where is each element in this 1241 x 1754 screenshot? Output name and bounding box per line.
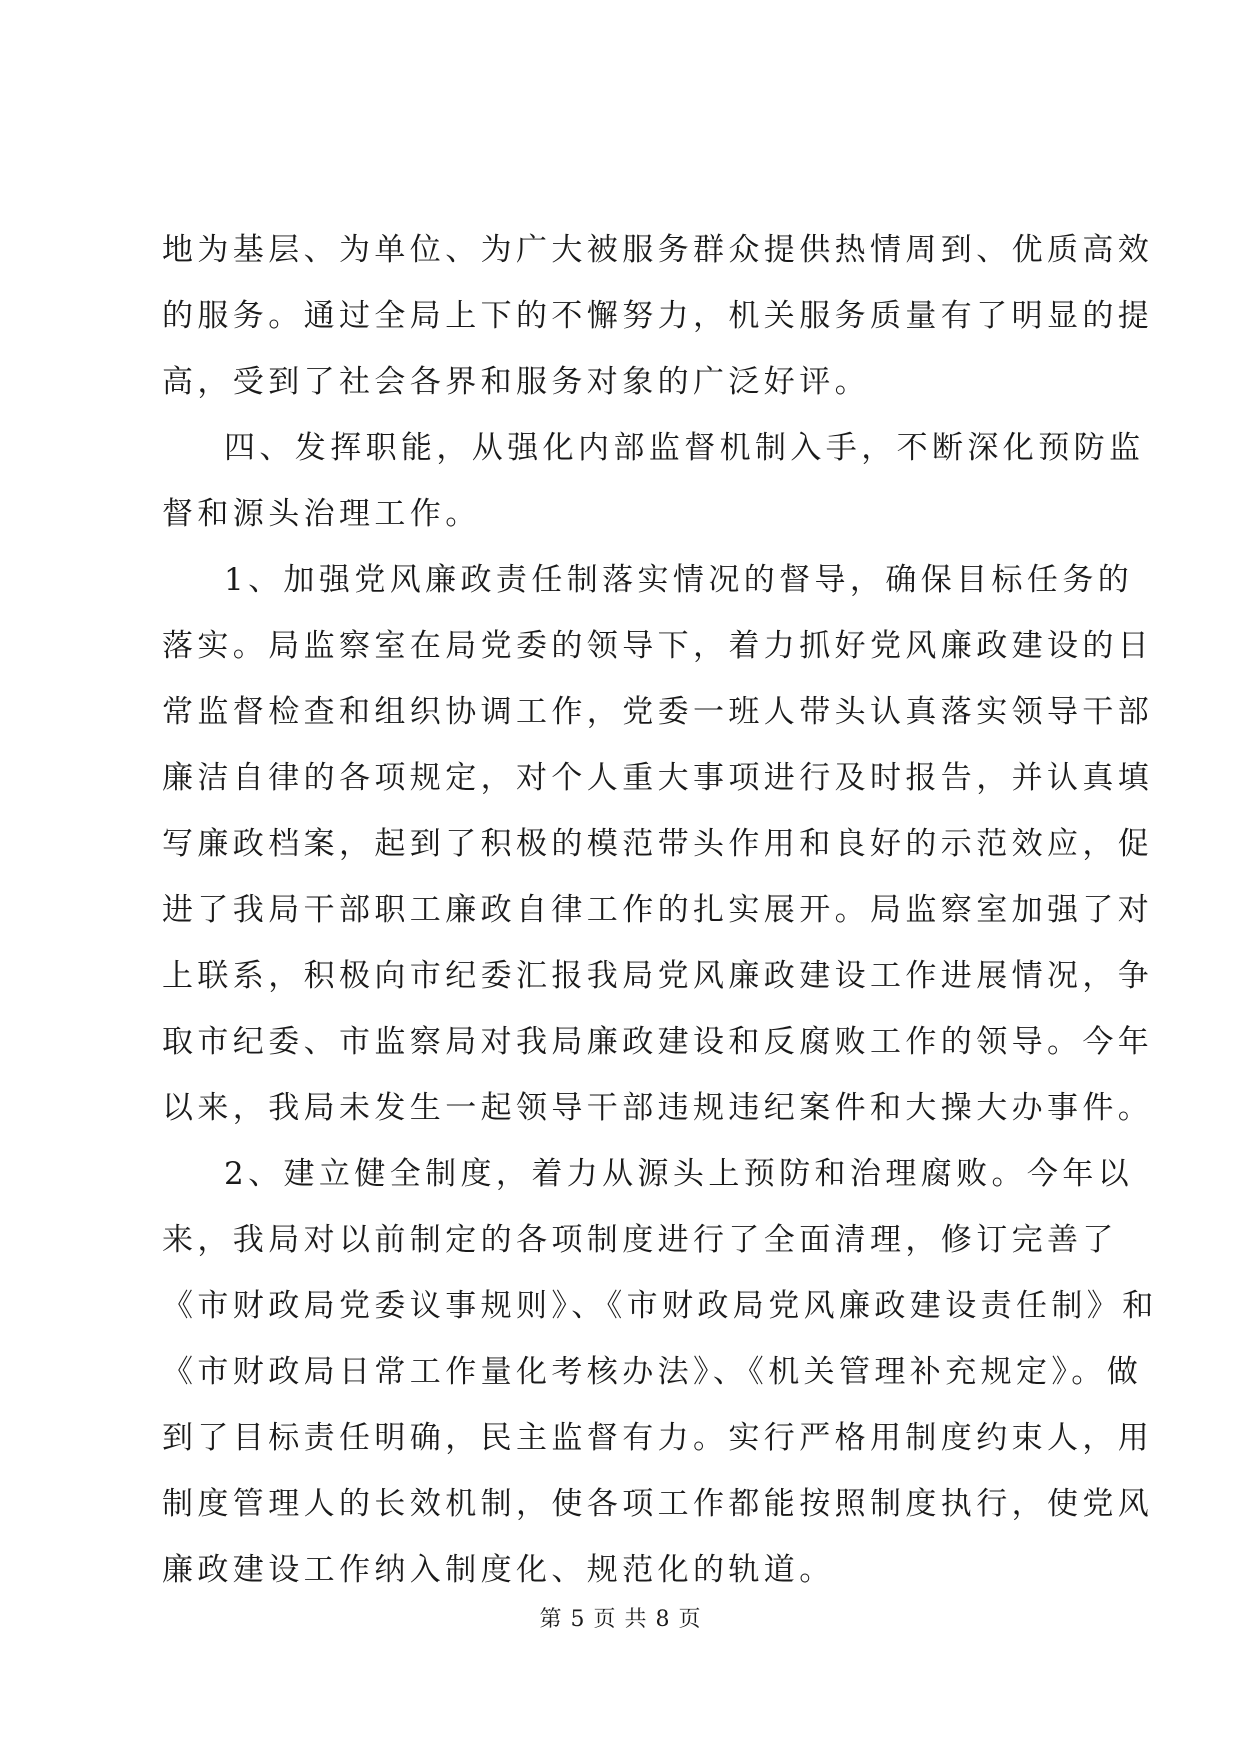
text-line: 以来，我局未发生一起领导干部违规违纪案件和大操大办事件。 [162,1090,1154,1126]
text-line: 1、加强党风廉政责任制落实情况的督导，确保目标任务的 [224,562,1134,598]
section-heading-line: 四、发挥职能，从强化内部监督机制入手，不断深化预防监 [224,430,1145,466]
text-line: 廉政建设工作纳入制度化、规范化的轨道。 [162,1552,835,1588]
text-line: 2、建立健全制度，着力从源头上预防和治理腐败。今年以 [224,1156,1134,1192]
section-heading-line: 督和源头治理工作。 [162,496,481,532]
text-line: 高，受到了社会各界和服务对象的广泛好评。 [162,364,870,400]
text-line: 取市纪委、市监察局对我局廉政建设和反腐败工作的领导。今年 [162,1024,1154,1060]
text-line: 的服务。通过全局上下的不懈努力，机关服务质量有了明显的提 [162,298,1154,334]
text-line: 常监督检查和组织协调工作，党委一班人带头认真落实领导干部 [162,694,1154,730]
text-line: 落实。局监察室在局党委的领导下，着力抓好党风廉政建设的日 [162,628,1154,664]
text-line: 《市财政局党委议事规则》、《市财政局党风廉政建设责任制》和 [162,1288,1158,1324]
text-line: 来，我局对以前制定的各项制度进行了全面清理，修订完善了 [162,1222,1118,1258]
text-line: 到了目标责任明确，民主监督有力。实行严格用制度约束人，用 [162,1420,1154,1456]
text-line: 写廉政档案，起到了积极的模范带头作用和良好的示范效应，促 [162,826,1154,862]
text-line: 进了我局干部职工廉政自律工作的扎实展开。局监察室加强了对 [162,892,1154,928]
text-line: 制度管理人的长效机制，使各项工作都能按照制度执行，使党风 [162,1486,1154,1522]
text-line: 上联系，积极向市纪委汇报我局党风廉政建设工作进展情况，争 [162,958,1154,994]
text-line: 《市财政局日常工作量化考核办法》、《机关管理补充规定》。做 [162,1354,1143,1390]
page-number-footer: 第 5 页 共 8 页 [539,1607,702,1632]
text-line: 廉洁自律的各项规定，对个人重大事项进行及时报告，并认真填 [162,760,1154,796]
text-line: 地为基层、为单位、为广大被服务群众提供热情周到、优质高效 [162,232,1154,268]
